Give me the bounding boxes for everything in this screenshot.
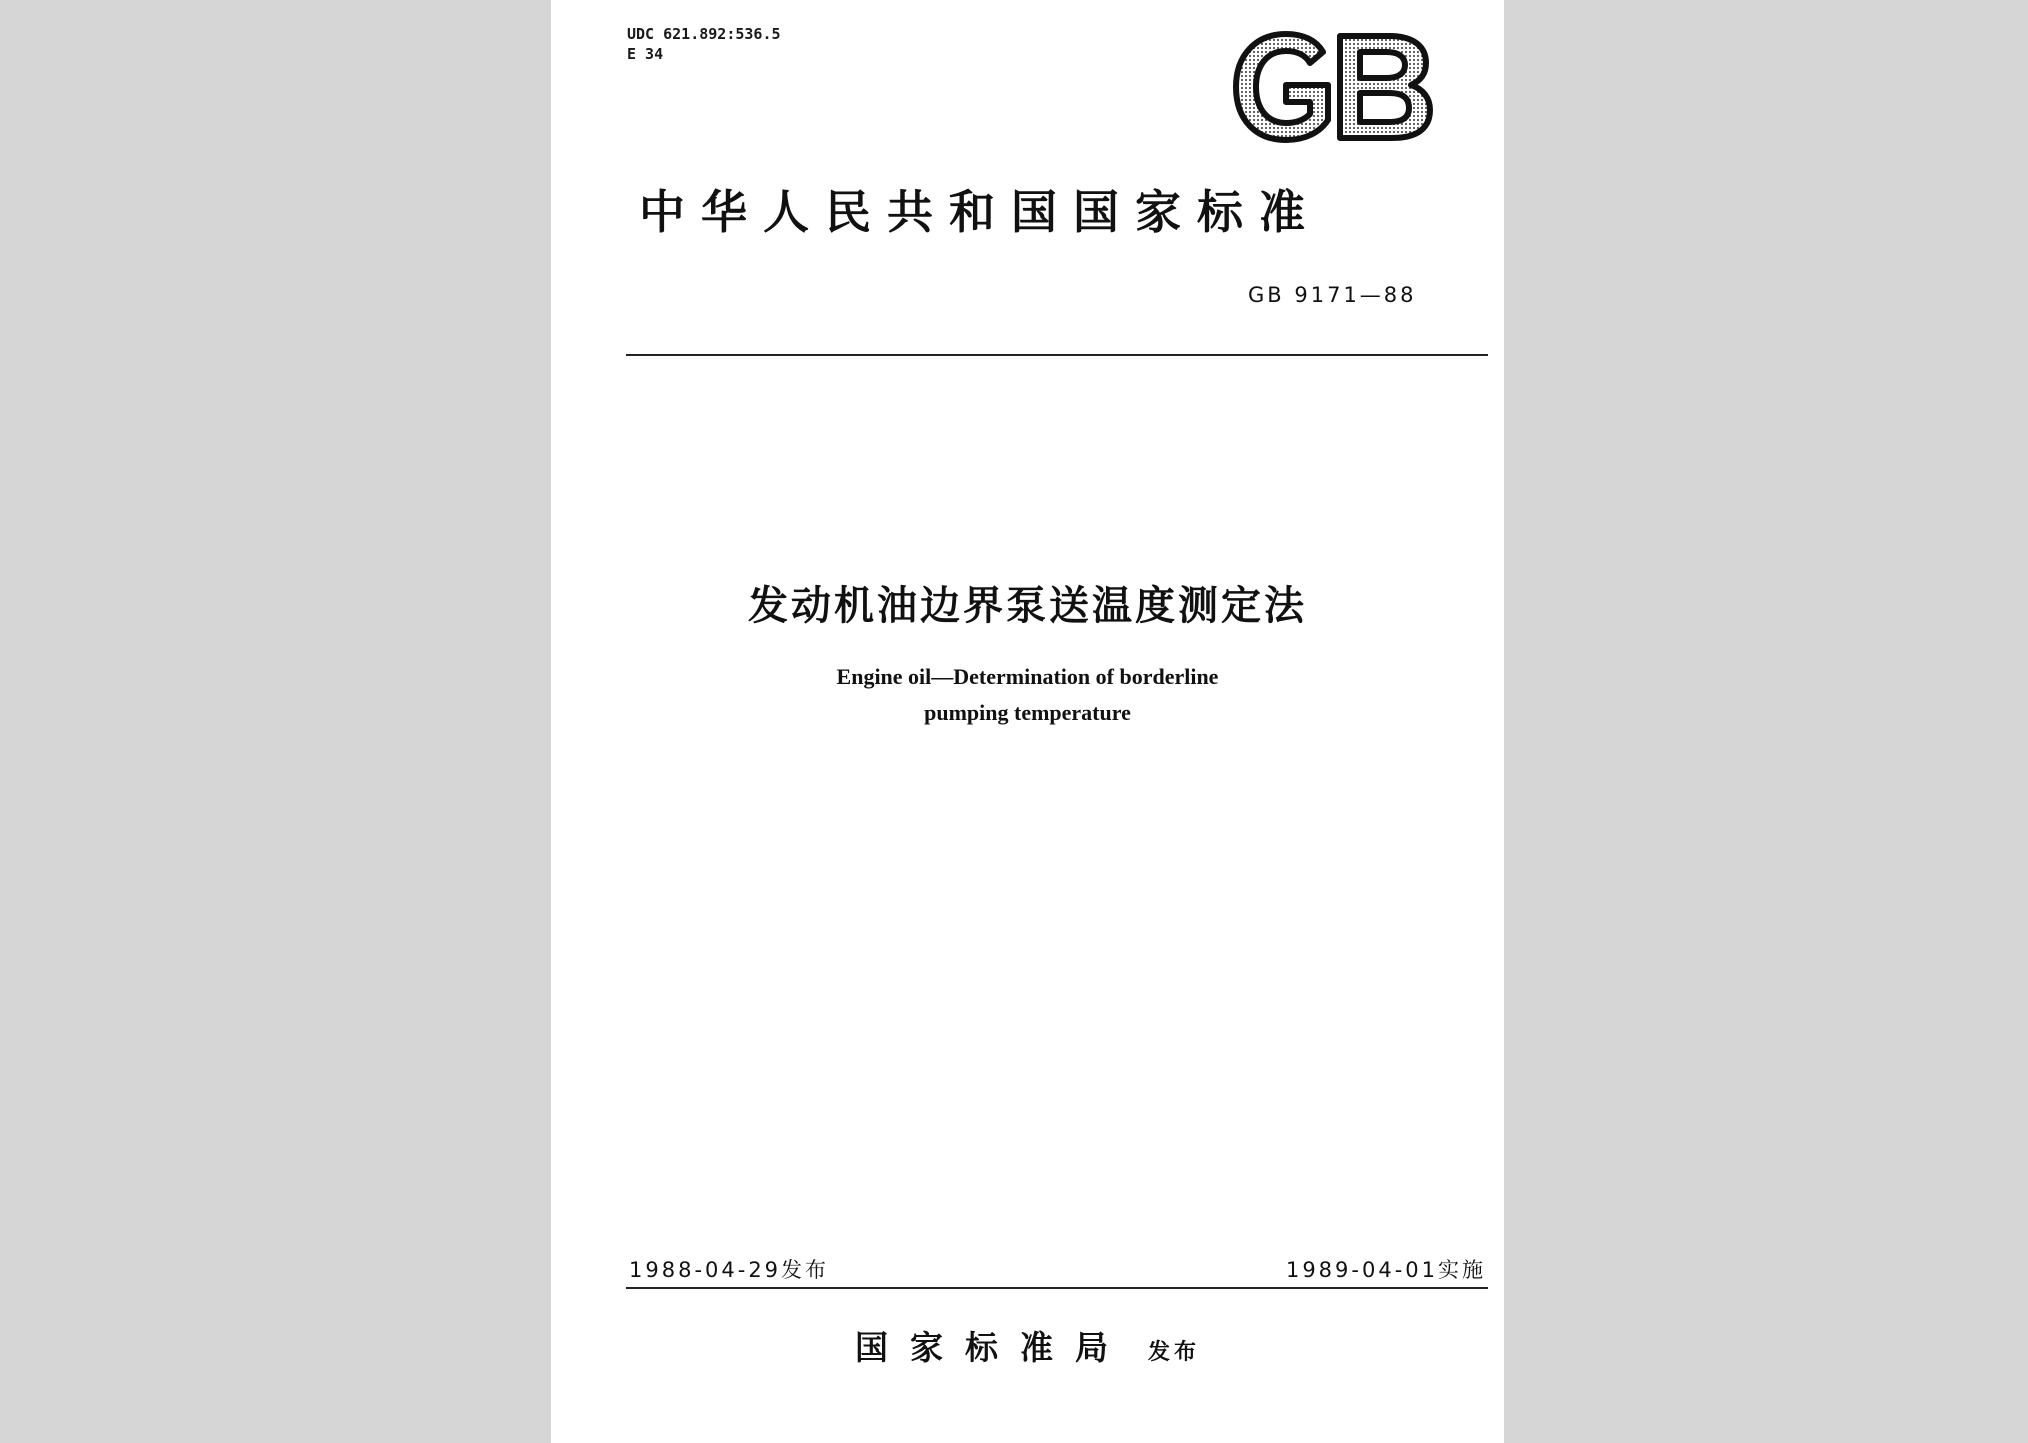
implementation-date: 1989-04-01实施 [1285,1258,1486,1282]
udc-classification [627,24,781,64]
national-standard-heading: 中华人民共和国国家标准 [639,185,1321,239]
bottom-divider [626,1287,1488,1289]
issuer-line [551,1322,1504,1369]
standard-number: GB 9171—88 [1248,283,1417,307]
category-code: E 34 [627,45,664,63]
document-page [551,0,1504,1443]
top-divider [626,354,1488,356]
udc-code: UDC 621.892:536.5 [627,25,781,43]
gb-logo-icon [1228,30,1438,145]
document-title-en-line2: pumping temperature [924,700,1131,725]
document-title-cn: 发动机油边界泵送温度测定法 [748,583,1307,629]
issuer-action-label: 发布 [1147,1340,1200,1365]
document-title-en-line1: Engine oil—Determination of borderline [836,664,1219,689]
issue-date: 1988-04-29发布 [629,1258,830,1282]
issuing-authority: 国家标准局 [854,1328,1130,1367]
